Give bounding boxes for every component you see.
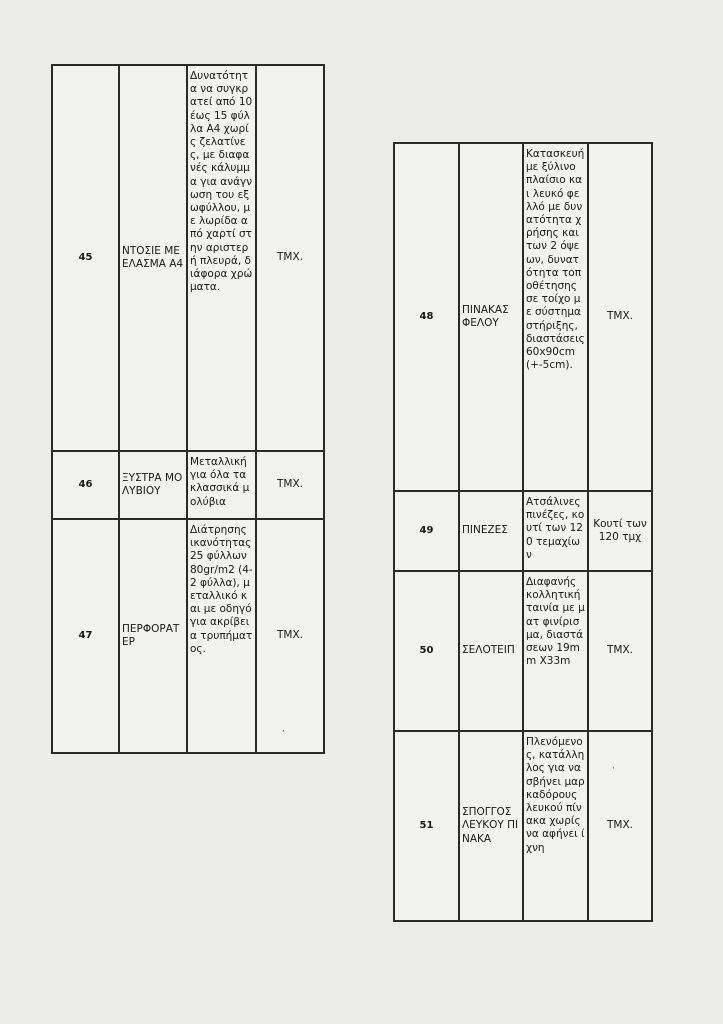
item-number: 49 [394, 491, 459, 571]
item-description: Κατασκευή με ξύλινο πλαίσιο και λευκό φελλό με δυνατότητα χρήσης και των 2 όψεων, δυνατότητα τοποθέτησης σε τοίχο με σύστημα στήριξης, διαστάσεις 60x90cm (+-5cm). [523, 143, 588, 491]
item-description: Μεταλλική για όλα τα κλασσικά μολύβια [187, 451, 256, 519]
table-row [394, 143, 652, 491]
item-unit: Κουτί των 120 τμχ [588, 491, 652, 571]
table-row [52, 519, 324, 753]
item-unit: ΤΜΧ. [256, 519, 324, 753]
table-row [394, 731, 652, 921]
item-number: 51 [394, 731, 459, 921]
item-name: ΠΙΝΑΚΑΣ ΦΕΛΟΥ [459, 143, 523, 491]
item-unit: ΤΜΧ. [256, 451, 324, 519]
item-number: 46 [52, 451, 119, 519]
item-number: 48 [394, 143, 459, 491]
item-unit: ΤΜΧ. [588, 731, 652, 921]
item-description: Ατσάλινες πινέζες, κουτί των 120 τεμαχίων [523, 491, 588, 571]
table-row [394, 491, 652, 571]
item-unit: ΤΜΧ. [256, 65, 324, 451]
item-name: ΝΤΟΣΙΕ ΜΕ ΕΛΑΣΜΑ Α4 [119, 65, 187, 451]
spec-table-right [393, 142, 653, 922]
item-description: Διάτρησης ικανότητας 25 φύλλων 80gr/m2 (4-2 φύλλα), μεταλλικό και με οδηγό για ακρίβεια τρυπήματος. [187, 519, 256, 753]
item-number: 47 [52, 519, 119, 753]
item-name: ΠΕΡΦΟΡΑΤΕΡ [119, 519, 187, 753]
table-row [52, 451, 324, 519]
item-number: 50 [394, 571, 459, 731]
item-number: 45 [52, 65, 119, 451]
table-row [52, 65, 324, 451]
spec-table-left [51, 64, 325, 754]
item-name: ΣΠΟΓΓΟΣ ΛΕΥΚΟΥ ΠΙΝΑΚΑ [459, 731, 523, 921]
item-name: ΠΙΝΕΖΕΣ [459, 491, 523, 571]
item-name: ΣΕΛΟΤΕΙΠ [459, 571, 523, 731]
item-unit: ΤΜΧ. [588, 571, 652, 731]
item-description: Πλενόμενος, κατάλληλος για να σβήνει μαρκαδόρους λευκού πίνακα χωρίς να αφήνει ίχνη [523, 731, 588, 921]
scan-speck: · [612, 764, 615, 774]
item-unit: ΤΜΧ. [588, 143, 652, 491]
item-name: ΞΥΣΤΡΑ ΜΟΛΥΒΙΟΥ [119, 451, 187, 519]
scan-speck: , [282, 724, 285, 734]
table-row [394, 571, 652, 731]
item-description: Διαφανής κολλητική ταινία με ματ φινίρισμα, διαστάσεων 19mm X33m [523, 571, 588, 731]
item-description: Δυνατότητα να συγκρατεί από 10 έως 15 φύλλα Α4 χωρίς ζελατίνες, με διαφανές κάλυμμα για ανάγνωση του εξωφύλλου, με λωρίδα από χαρτί στην αριστερή πλευρά, διάφορα χρώματα. [187, 65, 256, 451]
